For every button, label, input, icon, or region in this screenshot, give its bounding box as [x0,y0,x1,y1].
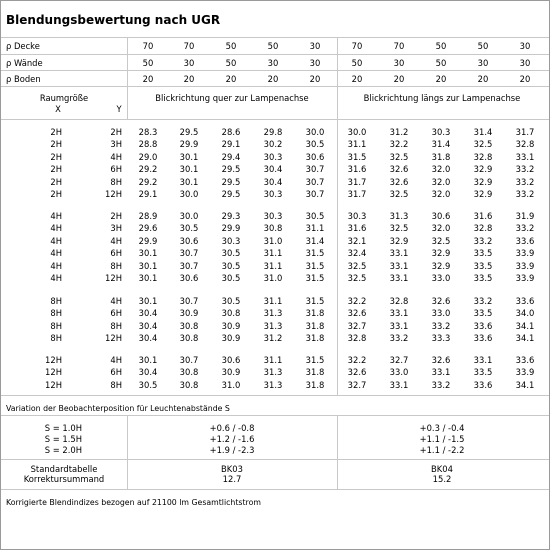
y-axis-label: Y [116,104,122,114]
spacing-label: S = 1.0H [44,423,82,433]
ugr-value: 32.9 [473,164,493,175]
ugr-value: 30.4 [263,164,283,175]
ugr-value: 31.5 [305,248,325,259]
param-value: 50 [435,41,447,51]
param-value: 30 [309,57,321,68]
ugr-value: 34.1 [515,320,535,331]
ugr-value: 33.2 [431,379,451,390]
param-value: 20 [477,74,489,84]
ugr-value: 33.6 [473,333,493,344]
ugr-value: 30.5 [179,223,199,234]
ugr-value: 28.9 [138,211,158,221]
ugr-value: 29.9 [221,223,241,234]
ugr-value: 31.0 [263,273,283,283]
param-value: 20 [393,74,405,84]
ugr-value: 30.3 [263,151,283,162]
ugr-value: 29.1 [138,189,158,199]
ugr-value: 30.5 [221,296,241,306]
ugr-value: 32.9 [389,235,409,246]
ugr-value: 33.0 [431,308,451,319]
ugr-value: 33.5 [473,308,493,319]
ugr-value: 30.4 [138,367,158,378]
ugr-value: 31.8 [305,320,325,331]
param-value: 30 [309,41,321,51]
variation-right: +0.3 / -0.4 [419,423,465,433]
ugr-value: 30.7 [305,176,325,187]
ugr-value: 28.8 [138,139,158,150]
room-x: 2H [50,151,62,162]
ugr-value: 30.8 [263,223,283,234]
ugr-value: 31.7 [347,189,367,199]
room-x: 2H [50,189,62,199]
right-direction-header: Blickrichtung längs zur Lampenachse [363,93,521,103]
ugr-value: 29.2 [138,164,158,175]
room-y: 8H [110,260,122,271]
divider [1,86,549,87]
room-x: 4H [50,235,62,246]
ugr-value: 30.8 [221,308,241,319]
room-x: 2H [50,176,62,187]
ugr-value: 30.7 [179,248,199,259]
ugr-value: 32.9 [473,189,493,199]
ugr-value: 29.4 [221,151,241,162]
room-y: 3H [110,223,122,234]
divider [337,415,338,489]
ugr-value: 31.8 [305,308,325,319]
ugr-value: 31.7 [515,127,535,137]
ugr-value: 32.5 [473,139,493,150]
ugr-value: 34.1 [515,333,535,344]
ugr-value: 33.9 [515,367,535,378]
correction-right: 15.2 [432,474,452,484]
ugr-value: 32.0 [431,189,451,199]
variation-left: +1.2 / -1.6 [209,434,255,444]
room-x: 2H [50,127,62,137]
param-value: 20 [225,74,237,84]
ugr-value: 30.6 [305,151,325,162]
ugr-value: 34.1 [515,379,535,390]
param-value: 30 [393,57,405,68]
ugr-value: 32.2 [347,355,367,365]
room-x: 2H [50,139,62,150]
ugr-value: 30.0 [347,127,367,137]
ugr-value: 32.0 [431,223,451,234]
room-y: 4H [110,355,122,365]
param-value: 30 [519,41,531,51]
ugr-value: 30.7 [179,296,199,306]
divider [1,119,549,120]
param-value: 30 [183,57,195,68]
x-axis-label: X [55,104,61,114]
ugr-value: 28.6 [221,127,241,137]
room-size-label: Raumgröße [39,93,89,103]
ugr-value: 29.5 [221,176,241,187]
ugr-value: 33.6 [473,320,493,331]
ugr-value: 32.7 [389,355,409,365]
ugr-value: 32.8 [473,223,493,234]
ugr-value: 30.0 [179,189,199,199]
param-value: 20 [351,74,363,84]
ugr-value: 30.5 [305,139,325,150]
ugr-value: 33.3 [431,333,451,344]
ugr-value: 30.5 [138,379,158,390]
room-x: 8H [50,308,62,319]
room-x: 8H [50,320,62,331]
ugr-value: 31.3 [263,367,283,378]
ugr-value: 30.0 [305,127,325,137]
ugr-value: 32.9 [431,248,451,259]
ugr-value: 32.5 [389,223,409,234]
ugr-value: 33.6 [515,296,535,306]
ugr-value: 31.8 [305,379,325,390]
room-x: 12H [45,379,62,390]
ugr-value: 30.8 [179,379,199,390]
param-value: 70 [142,41,154,51]
ugr-value: 30.3 [431,127,451,137]
room-y: 6H [110,164,122,175]
ugr-value: 31.8 [431,151,451,162]
ugr-value: 33.1 [389,320,409,331]
param-value: 50 [435,57,447,68]
room-x: 8H [50,296,62,306]
ugr-value: 33.5 [473,248,493,259]
param-value: 50 [477,41,489,51]
ugr-value: 32.0 [431,164,451,175]
room-y: 8H [110,320,122,331]
ugr-value: 31.1 [305,223,325,234]
room-y: 8H [110,176,122,187]
ugr-value: 29.8 [263,127,283,137]
ugr-value: 32.5 [389,151,409,162]
ugr-value: 32.1 [347,235,367,246]
ugr-value: 31.1 [263,260,283,271]
ugr-value: 31.3 [263,320,283,331]
param-value: 30 [519,57,531,68]
room-x: 4H [50,211,62,221]
standard-table-label: Standardtabelle [30,464,98,474]
divider [337,119,338,395]
param-value: 50 [267,41,279,51]
room-x: 4H [50,260,62,271]
ugr-value: 31.5 [305,273,325,283]
divider [1,37,549,38]
ugr-value: 33.2 [515,164,535,175]
ugr-value: 30.5 [305,211,325,221]
param-value: 20 [267,74,279,84]
ugr-value: 31.5 [347,151,367,162]
room-x: 4H [50,223,62,234]
ugr-value: 30.1 [179,176,199,187]
ugr-value: 30.4 [263,176,283,187]
ugr-value: 33.5 [473,367,493,378]
ugr-value: 30.8 [179,367,199,378]
ugr-value: 31.5 [305,260,325,271]
ugr-value: 31.3 [389,211,409,221]
room-y: 4H [110,235,122,246]
ugr-value: 33.1 [389,308,409,319]
correction-left: 12.7 [222,474,242,484]
room-y: 3H [110,139,122,150]
correction-label: Korrektursummand [23,474,105,484]
ugr-value: 33.9 [515,260,535,271]
ugr-value: 32.8 [389,296,409,306]
ugr-value: 31.6 [473,211,493,221]
ugr-value: 30.1 [138,260,158,271]
ugr-value: 30.9 [179,308,199,319]
ugr-value: 31.2 [389,127,409,137]
ugr-value: 33.1 [389,260,409,271]
ugr-value: 30.6 [221,355,241,365]
standard-table-left: BK03 [221,464,243,474]
ugr-value: 32.2 [347,296,367,306]
footnote: Korrigierte Blendindizes bezogen auf 21100 lm Gesamtlichtstrom [6,498,261,507]
ugr-value: 29.6 [138,223,158,234]
ugr-value: 30.5 [221,273,241,283]
ugr-value: 31.0 [221,379,241,390]
ugr-value: 32.8 [473,151,493,162]
ugr-value: 31.1 [263,296,283,306]
room-x: 12H [45,367,62,378]
ugr-value: 30.6 [431,211,451,221]
room-y: 6H [110,308,122,319]
ugr-value: 30.6 [179,235,199,246]
room-y: 2H [110,127,122,137]
param-label: ρ Boden [6,74,41,84]
param-value: 50 [351,57,363,68]
ugr-value: 30.9 [221,320,241,331]
variation-left: +0.6 / -0.8 [209,423,255,433]
page-title: Blendungsbewertung nach UGR [6,13,221,27]
param-value: 20 [183,74,195,84]
ugr-value: 32.5 [347,260,367,271]
variation-caption: Variation der Beobachterposition für Leuchtenabstände S [6,404,230,413]
room-x: 8H [50,333,62,344]
ugr-value: 32.7 [347,320,367,331]
ugr-value: 30.4 [138,333,158,344]
room-y: 12H [105,273,122,283]
ugr-value: 31.3 [263,308,283,319]
ugr-value: 29.5 [179,127,199,137]
ugr-value: 31.5 [305,296,325,306]
ugr-value: 31.4 [431,139,451,150]
ugr-value: 31.2 [263,333,283,344]
room-x: 4H [50,248,62,259]
divider [1,54,549,55]
ugr-value: 30.9 [221,367,241,378]
ugr-value: 30.3 [263,189,283,199]
param-value: 70 [183,41,195,51]
ugr-value: 31.8 [305,333,325,344]
divider [127,415,128,489]
ugr-value: 33.5 [473,260,493,271]
param-value: 30 [267,57,279,68]
ugr-value: 33.6 [473,379,493,390]
ugr-value: 31.5 [305,355,325,365]
ugr-value: 31.6 [347,164,367,175]
ugr-value: 31.0 [263,235,283,246]
ugr-value: 33.6 [515,235,535,246]
param-label: ρ Wände [6,57,43,68]
ugr-value: 33.9 [515,273,535,283]
ugr-value: 29.9 [179,139,199,150]
ugr-value: 33.2 [431,320,451,331]
ugr-value: 33.0 [389,367,409,378]
param-value: 70 [393,41,405,51]
ugr-value: 29.1 [221,139,241,150]
variation-left: +1.9 / -2.3 [209,445,255,455]
room-y: 8H [110,379,122,390]
ugr-value: 30.7 [305,164,325,175]
ugr-value: 30.1 [138,248,158,259]
ugr-value: 33.0 [431,273,451,283]
param-value: 20 [519,74,531,84]
ugr-value: 31.1 [263,355,283,365]
ugr-value: 30.1 [179,151,199,162]
ugr-value: 29.5 [221,164,241,175]
ugr-value: 30.7 [305,189,325,199]
ugr-value: 30.7 [179,355,199,365]
ugr-value: 31.7 [347,176,367,187]
ugr-value: 30.7 [179,260,199,271]
ugr-value: 30.6 [179,273,199,283]
ugr-value: 29.2 [138,176,158,187]
ugr-value: 29.0 [138,151,158,162]
param-label: ρ Decke [6,41,40,51]
ugr-value: 32.6 [389,176,409,187]
room-y: 6H [110,367,122,378]
ugr-value: 30.0 [179,211,199,221]
ugr-value: 32.9 [431,260,451,271]
ugr-value: 31.1 [263,248,283,259]
ugr-value: 29.9 [138,235,158,246]
room-y: 2H [110,211,122,221]
ugr-value: 33.9 [515,248,535,259]
divider [1,395,549,396]
param-value: 50 [225,41,237,51]
ugr-value: 32.6 [347,367,367,378]
ugr-value: 33.2 [515,189,535,199]
ugr-value: 30.5 [221,260,241,271]
ugr-value: 32.5 [431,235,451,246]
left-direction-header: Blickrichtung quer zur Lampenachse [155,93,309,103]
ugr-value: 30.2 [263,139,283,150]
ugr-value: 30.5 [221,248,241,259]
ugr-value: 32.6 [347,308,367,319]
ugr-value: 33.2 [389,333,409,344]
ugr-value: 32.5 [347,273,367,283]
ugr-value: 32.8 [515,139,535,150]
ugr-value: 30.3 [263,211,283,221]
room-y: 4H [110,151,122,162]
room-y: 12H [105,333,122,344]
divider [1,459,549,460]
ugr-value: 32.4 [347,248,367,259]
ugr-value: 31.9 [515,211,535,221]
ugr-value: 33.1 [389,273,409,283]
ugr-value: 33.1 [389,248,409,259]
ugr-value: 33.1 [431,367,451,378]
ugr-value: 30.1 [138,273,158,283]
ugr-value: 33.1 [473,355,493,365]
ugr-value: 30.1 [138,355,158,365]
standard-table-right: BK04 [431,464,453,474]
ugr-value: 34.0 [515,308,535,319]
ugr-value: 30.3 [221,235,241,246]
divider [1,415,549,416]
ugr-value: 28.3 [138,127,158,137]
ugr-value: 33.2 [473,235,493,246]
ugr-value: 33.1 [389,379,409,390]
ugr-value: 33.2 [515,223,535,234]
variation-right: +1.1 / -2.2 [419,445,465,455]
ugr-value: 32.9 [473,176,493,187]
param-value: 70 [351,41,363,51]
ugr-value: 32.6 [389,164,409,175]
ugr-value: 29.3 [221,211,241,221]
ugr-value: 33.1 [515,151,535,162]
spacing-label: S = 1.5H [44,434,82,444]
ugr-value: 30.1 [179,164,199,175]
ugr-value: 33.2 [515,176,535,187]
room-x: 2H [50,164,62,175]
ugr-value: 30.8 [179,333,199,344]
ugr-value: 31.4 [305,235,325,246]
ugr-value: 30.3 [347,211,367,221]
room-y: 6H [110,248,122,259]
ugr-value: 31.6 [347,223,367,234]
ugr-value: 32.5 [389,189,409,199]
ugr-value: 32.8 [347,333,367,344]
ugr-value: 33.6 [515,355,535,365]
ugr-value: 32.0 [431,176,451,187]
divider [1,489,549,490]
ugr-value: 32.7 [347,379,367,390]
room-x: 12H [45,355,62,365]
ugr-value: 30.8 [179,320,199,331]
ugr-value: 32.6 [431,296,451,306]
param-value: 50 [142,57,154,68]
ugr-value: 30.1 [138,296,158,306]
ugr-value: 32.2 [389,139,409,150]
divider [1,70,549,71]
param-value: 20 [435,74,447,84]
ugr-value: 32.6 [431,355,451,365]
ugr-value: 29.5 [221,189,241,199]
ugr-value: 31.1 [347,139,367,150]
room-y: 4H [110,296,122,306]
ugr-value: 33.5 [473,273,493,283]
ugr-value: 30.4 [138,320,158,331]
ugr-value: 31.8 [305,367,325,378]
ugr-value: 30.9 [221,333,241,344]
divider [337,37,338,119]
variation-right: +1.1 / -1.5 [419,434,465,444]
param-value: 30 [477,57,489,68]
param-value: 20 [309,74,321,84]
ugr-value: 30.4 [138,308,158,319]
ugr-value: 31.3 [263,379,283,390]
spacing-label: S = 2.0H [44,445,82,455]
ugr-value: 31.4 [473,127,493,137]
param-value: 50 [225,57,237,68]
room-y: 12H [105,189,122,199]
param-value: 20 [142,74,154,84]
ugr-value: 33.2 [473,296,493,306]
room-x: 4H [50,273,62,283]
